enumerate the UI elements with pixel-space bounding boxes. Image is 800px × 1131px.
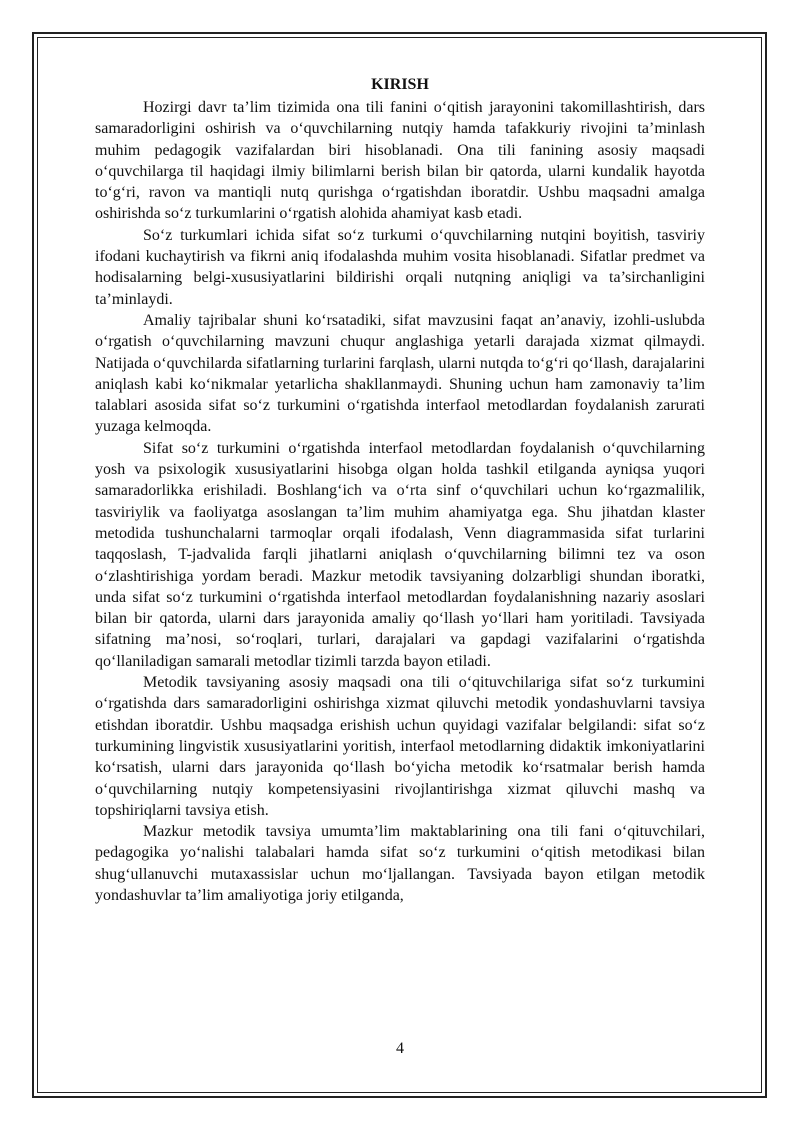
paragraph-6: Mazkur metodik tavsiya umumta’lim maktablarining ona tili fani o‘qituvchilari, pedagogika yo‘nalishi talabalari hamda sifat so‘z turkumini o‘qitish metodikasi bilan shug‘ullanuvchi mutaxassislar uchun mo‘ljallangan. Tavsiyada bayon etilgan metodik yondashuvlar ta’lim amaliyotiga joriy etilganda, [95,823,705,904]
paragraph-1: Hozirgi davr ta’lim tizimida ona tili fanini o‘qitish jarayonini takomillashtirish, dars samaradorligini oshirish va o‘quvchilarning nutqiy hamda tafakkuriy rivojini ta’minlash muhim pedagogik vazifalardan biri hisoblanadi. Ona tili fanining asosiy maqsadi o‘quvchilarga til haqidagi ilmiy bilimlarni berish bilan bir qatorda, ularni kundalik hayotda to‘g‘ri, ravon va mantiqli nutq qurishga o‘rgatishdan iboratdir. Ushbu maqsadni amalga oshirishda so‘z turkumlarini o‘rgatish alohida ahamiyat kasb etadi. [95,99,705,223]
section-title: KIRISH [371,76,429,93]
document-body [95,74,705,906]
paragraph-2: So‘z turkumlari ichida sifat so‘z turkumi o‘quvchilarning nutqini boyitish, tasviriy ifodani kuchaytirish va fikrni aniq ifodalashda muhim vosita hisoblanadi. Sifatlar predmet va hodisalarning belgi-xususiyatlarini bildirishi orqali nutqning aniqligi va ta’sirchanligini ta’minlaydi. [95,226,705,308]
paragraph-3: Amaliy tajribalar shuni ko‘rsatadiki, sifat mavzusini faqat an’anaviy, izohli-uslubda o‘rgatish o‘quvchilarning mavzuni chuqur anglashiga yetarli darajada xizmat qilmaydi. Natijada o‘quvchilarda sifatlarning turlarini farqlash, ularni nutqda to‘g‘ri qo‘llash, darajalarini aniqlash kabi ko‘nikmalar yetarlicha shakllanmaydi. Shuning uchun ham zamonaviy ta’lim talablari asosida sifat so‘z turkumini o‘rgatishda interfaol metodlardan foydalanish zarurati yuzaga kelmoqda. [95,311,705,436]
paragraph-5: Metodik tavsiyaning asosiy maqsadi ona tili o‘qituvchilariga sifat so‘z turkumini o‘rgatishda dars samaradorligini oshirishga xizmat qiluvchi metodik yondashuvlarni tavsiya etishdan iboratdir. Ushbu maqsadga erishish uchun quyidagi vazifalar belgilandi: sifat so‘z turkumining lingvistik xususiyatlarini yoritish, interfaol metodlarning didaktik imkoniyatlarini ko‘rsatish, ularni dars jarayonida qo‘llash bo‘yicha metodik ko‘rsatmalar berish hamda o‘quvchilarning nutqiy kompetensiyasini rivojlantirishga xizmat qiluvchi mashq va topshiriqlarni tavsiya etish. [95,674,705,819]
page-number: 4 [396,1040,404,1057]
paragraph-4: Sifat so‘z turkumini o‘rgatishda interfaol metodlardan foydalanish o‘quvchilarning yosh va psixologik xususiyatlarini hisobga olgan holda tashkil etilganda ayniqsa yuqori samaradorlikka erishiladi. Boshlang‘ich va o‘rta sinf o‘quvchilari uchun ko‘rgazmalilik, tasviriylik va faoliyatga asoslangan ta’lim muhim ahamiyatga ega. Shu jihatdan klaster metodida tushunchalarni tarmoqlar orqali ifodalash, Venn diagrammasida sifat turlarini taqqoslash, T-jadvalida farqli jihatlarni aniqlash o‘quvchilarning bilimni tez va oson o‘zlashtirishiga yordam beradi. Mazkur metodik tavsiyaning dolzarbligi shundan iboratki, unda sifat so‘z turkumini o‘rgatishda interfaol metodlardan foydalanishning nazariy asoslari bilan bir qatorda, ularni dars jarayonida amaliy qo‘llash yo‘llari ham yoritiladi. Tavsiyada sifatning ma’nosi, so‘roqlari, turlari, darajalari va gapdagi vazifalarini o‘rgatishda qo‘llaniladigan samarali metodlar tizimli tarzda bayon etiladi. [95,439,705,670]
